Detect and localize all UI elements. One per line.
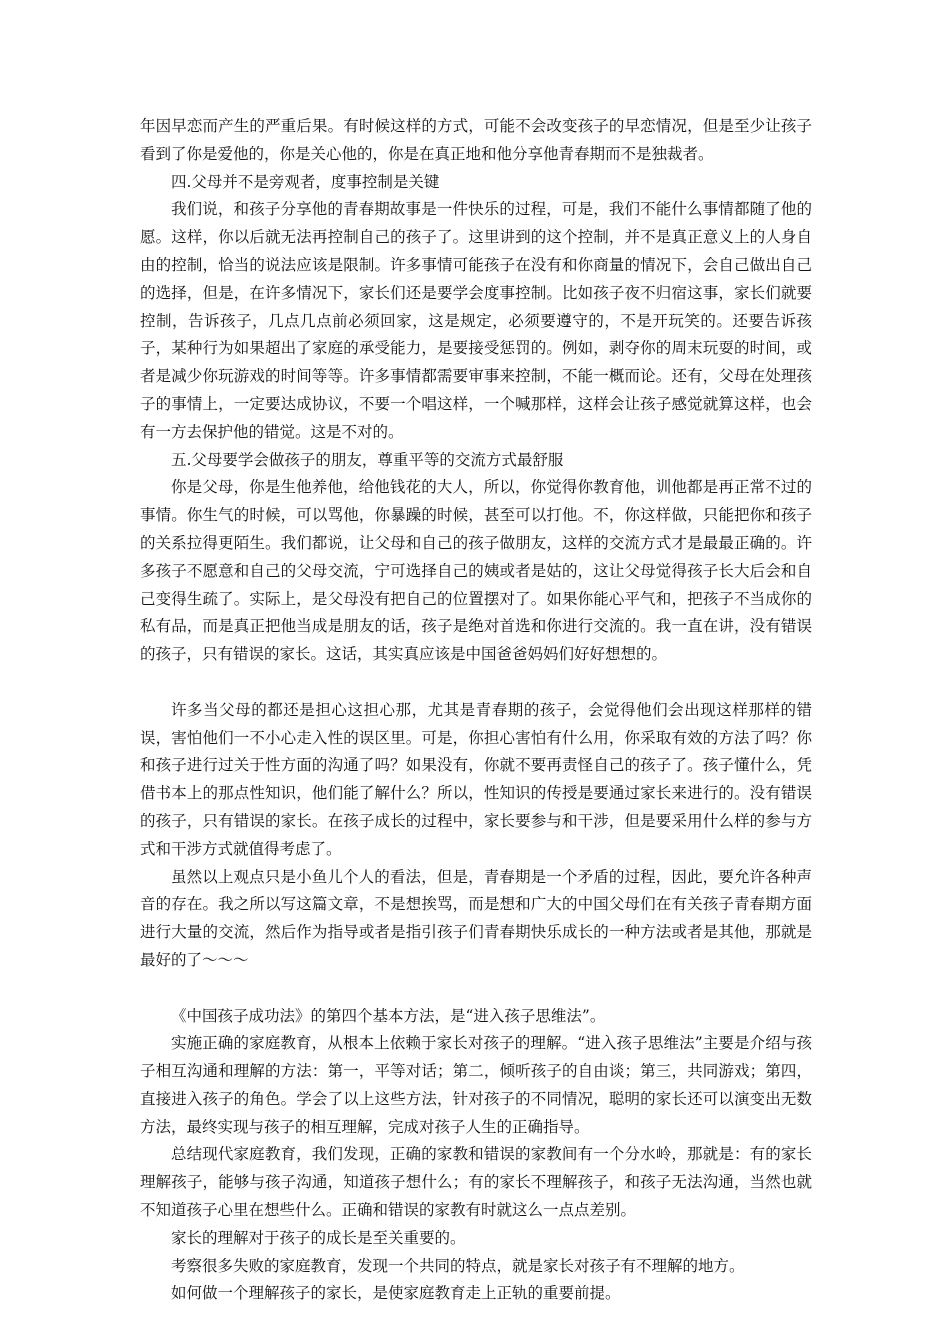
paragraph-opinion: 虽然以上观点只是小鱼儿个人的看法，但是，青春期是一个矛盾的过程，因此，要允许各种声音的存在。我之所以写这篇文章，不是想挨骂，而是想和广大的中国父母们在有关孩子青春期方面进行大量的交流，然后作为指导或者是指引孩子们青春期快乐成长的一种方法或者是其他，那就是最好的了～～～: [140, 867, 812, 969]
paragraph-method-intro: 《中国孩子成功法》的第四个基本方法，是“进入孩子思维法”。: [171, 1006, 606, 1025]
section-heading-five: 五.父母要学会做孩子的朋友，尊重平等的交流方式最舒服: [171, 450, 564, 469]
paragraph-failure: 考察很多失败的家庭教育，发现一个共同的特点，就是家长对孩子有不理解的地方。: [171, 1256, 745, 1275]
paragraph-worry: 许多当父母的都还是担心这担心那，尤其是青春期的孩子，会觉得他们会出现这样那样的错误，害怕他们一不小心走入性的误区里。可是，你担心害怕有什么用，你采取有效的方法了吗？你和孩子进行过关于性方面的沟通了吗？如果没有，你就不要再责怪自己的孩子了。孩子懂什么，凭借书本上的那点性知识，他们能了解什么？所以，性知识的传授是要通过家长来进行的。没有错误的孩子，只有错误的家长。在孩子成长的过程中，家长要参与和干涉，但是要采用什么样的参与方式和干涉方式就值得考虑了。: [140, 700, 812, 858]
paragraph-gap: [140, 975, 812, 1003]
section-heading-four: 四.父母并不是旁观者，度事控制是关键: [171, 172, 440, 191]
paragraph-friendship: 你是父母，你是生他养他，给他钱花的大人，所以，你觉得你教育他，训他都是再正常不过的事情。你生气的时候，可以骂他，你暴躁的时候，甚至可以打他。不，你这样做，只能把你和孩子的关系拉得更陌生。我们都说，让父母和自己的孩子做朋友，这样的交流方式才是最最正确的。许多孩子不愿意和自己的父母交流，宁可选择自己的姨或者是姑的，这让父母觉得孩子长大后会和自己变得生疏了。实际上，是父母没有把自己的位置摆对了。如果你能心平气和，把孩子不当成你的私有品，而是真正把他当成是朋友的话，孩子是绝对首选和你进行交流的。我一直在讲，没有错误的孩子，只有错误的家长。这话，其实真应该是中国爸爸妈妈们好好想想的。: [140, 478, 812, 664]
paragraph-continuation: 年因早恋而产生的严重后果。有时候这样的方式，可能不会改变孩子的早恋情况，但是至少让孩子看到了你是爱他的，你是关心他的，你是在真正地和他分享他青春期而不是独裁者。: [140, 117, 812, 163]
paragraph-understanding: 家长的理解对于孩子的成长是至关重要的。: [171, 1228, 466, 1247]
paragraph-method-detail: 实施正确的家庭教育，从根本上依赖于家长对孩子的理解。“进入孩子思维法”主要是介绍与孩子相互沟通和理解的方法：第一，平等对话；第二，倾听孩子的自由谈；第三，共同游戏；第四，直接进入孩子的角色。学会了以上这些方法，针对孩子的不同情况，聪明的家长还可以演变出无数方法，最终实现与孩子的相互理解，完成对孩子人生的正确指导。: [140, 1034, 812, 1136]
paragraph-control: 我们说，和孩子分享他的青春期故事是一件快乐的过程，可是，我们不能什么事情都随了他的愿。这样，你以后就无法再控制自己的孩子了。这里讲到的这个控制，并不是真正意义上的人身自由的控制，恰当的说法应该是限制。许多事情可能孩子在没有和你商量的情况下，会自己做出自己的选择，但是，在许多情况下，家长们还是要学会度事控制。比如孩子夜不归宿这事，家长们就要控制，告诉孩子，几点几点前必须回家，这是规定，必须要遵守的，不是开玩笑的。还要告诉孩子，某种行为如果超出了家庭的承受能力，是要接受惩罚的。例如，剥夺你的周末玩耍的时间，或者是减少你玩游戏的时间等等。许多事情都需要审事来控制，不能一概而论。还有，父母在处理孩子的事情上，一定要达成协议，不要一个唱这样，一个喊那样，这样会让孩子感觉就算这样，也会有一方去保护他的错觉。这是不对的。: [140, 200, 812, 441]
paragraph-summary: 总结现代家庭教育，我们发现，正确的家教和错误的家教间有一个分水岭，那就是：有的家长理解孩子，能够与孩子沟通，知道孩子想什么；有的家长不理解孩子，和孩子无法沟通，当然也就不知道孩子心里在想些什么。正确和错误的家教有时就这么一点点差别。: [140, 1145, 812, 1220]
paragraph-gap: [140, 669, 812, 697]
document-body: [140, 113, 812, 1308]
paragraph-premise: 如何做一个理解孩子的家长，是使家庭教育走上正轨的重要前提。: [171, 1284, 621, 1303]
